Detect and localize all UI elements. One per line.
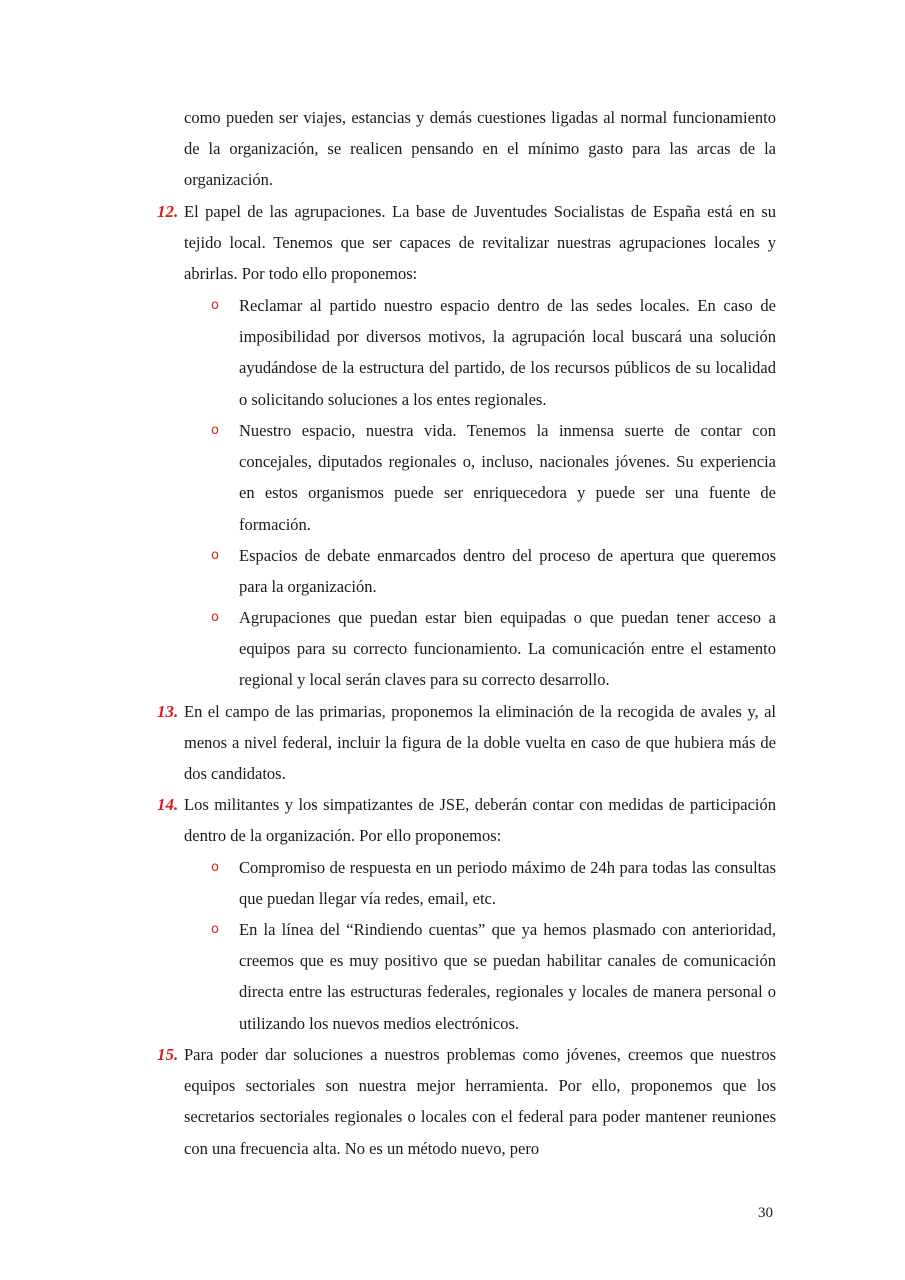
item-12-bullet-3: Espacios de debate enmarcados dentro del proceso de apertura que queremos para la organización. [239,546,776,597]
item-number-12: 12. [157,202,179,221]
item-12-bullet-2: Nuestro espacio, nuestra vida. Tenemos la inmensa suerte de contar con concejales, diputados regionales o, incluso, nacionales jóvenes. Su experiencia en estos organismos puede ser enriquecedora y puede ser una fuente de formación. [239,421,776,534]
item-12-bullet-4: Agrupaciones que puedan estar bien equipadas o que puedan tener acceso a equipos para su correcto funcionamiento. La comunicación entre el estamento regional y local serán claves para su correcto desarrollo. [239,608,776,690]
item-12-text: El papel de las agrupaciones. La base de Juventudes Socialistas de España está en su tejido local. Tenemos que ser capaces de revitalizar nuestras agrupaciones locales y abrirlas. Por todo ello proponemos: [184,202,776,284]
page-number: 30 [758,1205,773,1221]
item-number-13: 13. [157,702,179,721]
item-14-bullet-1: Compromiso de respuesta en un periodo máximo de 24h para todas las consultas que puedan llegar vía redes, email, etc. [239,858,776,909]
item-number-14: 14. [157,795,179,814]
item-14-bullet-2: En la línea del “Rindiendo cuentas” que ya hemos plasmado con anterioridad, creemos que es muy positivo que se puedan habilitar canales de comunicación directa entre las estructuras federales, regionales y locales de manera personal o utilizando los nuevos medios electrónicos. [239,920,776,1033]
bullet-marker: o [211,922,219,937]
bullet-marker: o [211,298,219,313]
item-13-text: En el campo de las primarias, proponemos la eliminación de la recogida de avales y, al menos a nivel federal, incluir la figura de la doble vuelta en caso de que hubiera más de dos candidatos. [184,702,776,784]
item-number-15: 15. [157,1045,179,1064]
item-12-bullet-1: Reclamar al partido nuestro espacio dentro de las sedes locales. En caso de imposibilidad por diversos motivos, la agrupación local buscará una solución ayudándose de la estructura del partido, de los recursos públicos de su localidad o solicitando soluciones a los entes regionales. [239,296,776,409]
bullet-marker: o [211,610,219,625]
item-15-text: Para poder dar soluciones a nuestros problemas como jóvenes, creemos que nuestros equipos sectoriales son nuestra mejor herramienta. Por ello, proponemos que los secretarios sectoriales regionales o locales con el federal para poder mantener reuniones con una frecuencia alta. No es un método nuevo, pero [184,1045,776,1158]
paragraph-continuation: como pueden ser viajes, estancias y demás cuestiones ligadas al normal funcionamiento de la organización, se realicen pensando en el mínimo gasto para las arcas de la organización. [184,108,776,190]
bullet-marker: o [211,548,219,563]
item-14-text: Los militantes y los simpatizantes de JSE, deberán contar con medidas de participación dentro de la organización. Por ello proponemos: [184,795,776,846]
bullet-marker: o [211,423,219,438]
bullet-marker: o [211,860,219,875]
